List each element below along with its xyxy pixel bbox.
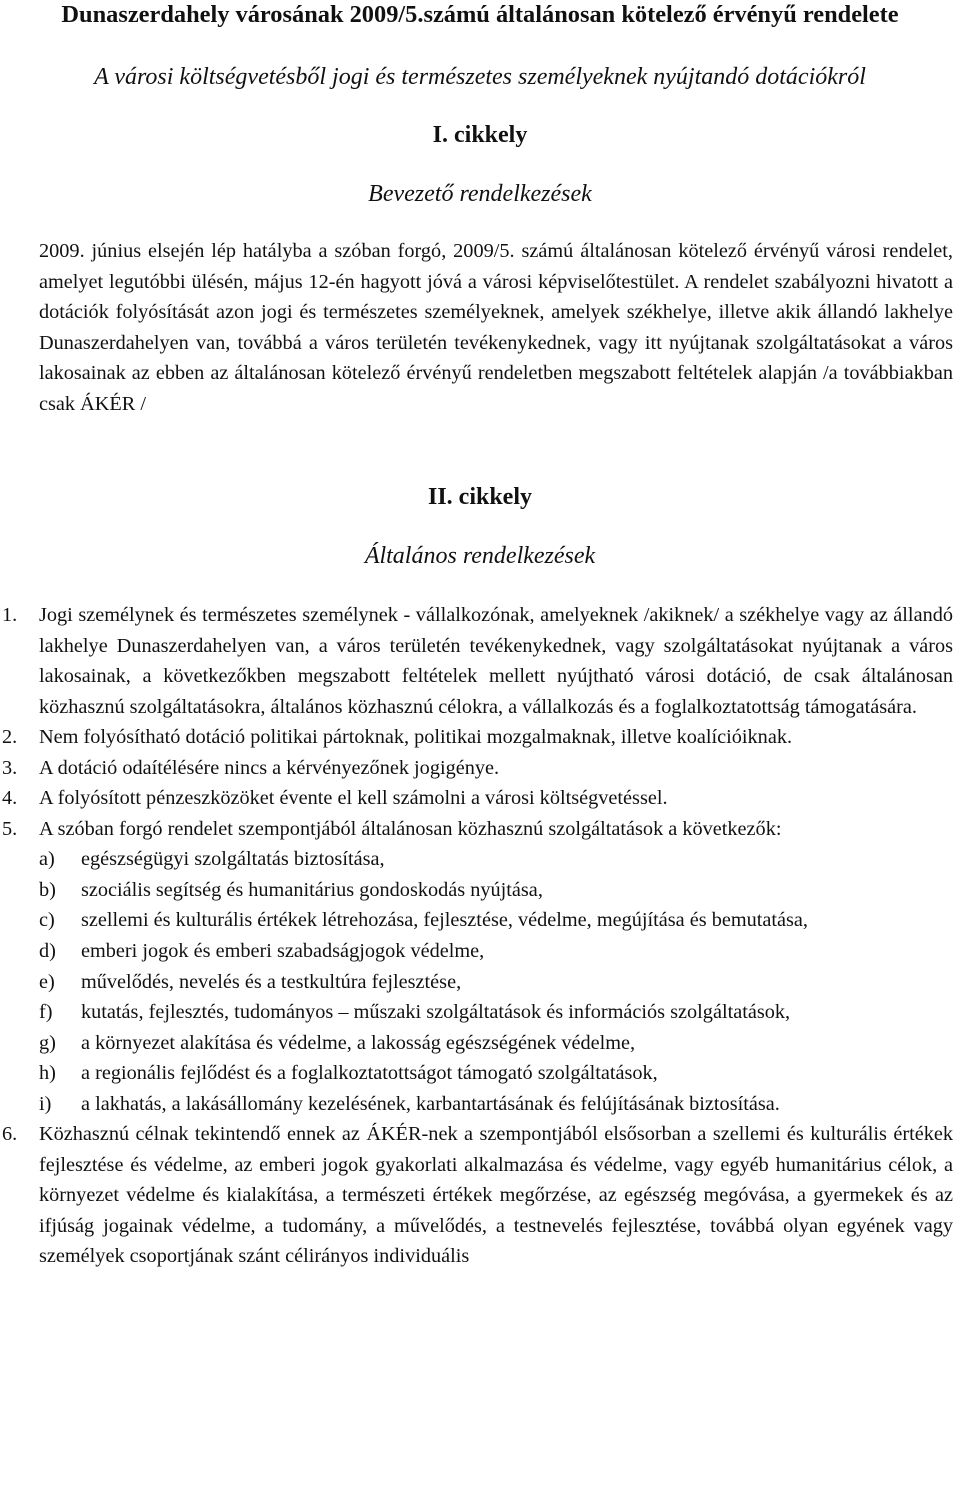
item-text: Jogi személynek és természetes személynek - vállalkozónak, amelyeknek /akiknek/ a székhelye vagy az állandó lakhelye Dunaszerdahelyen van, a város területén tevékenykednek, vagy szolgáltatásokat nyújtanak a város lakosainak, a következőkben megszabott feltételek mellett nyújtható városi dotáció, de csak általánosan közhasznú szolgáltatásokra, általános közhasznú célokra, a vállalkozás és a foglalkoztatottság támogatására. bbox=[39, 604, 953, 718]
item-number: 5. bbox=[2, 817, 18, 840]
sub-item-text: egészségügyi szolgáltatás biztosítása, bbox=[81, 848, 385, 871]
item-text: Nem folyósítható dotáció politikai pártoknak, politikai mozgalmaknak, illetve koalícióiknak. bbox=[39, 726, 793, 749]
list-item bbox=[0, 1119, 960, 1272]
list-item bbox=[0, 722, 960, 753]
sub-item-text: szociális segítség és humanitárius gondoskodás nyújtása, bbox=[81, 878, 543, 901]
sub-item-text: emberi jogok és emberi szabadságjogok védelme, bbox=[81, 940, 485, 963]
list-item bbox=[0, 600, 960, 722]
item-text: A szóban forgó rendelet szempontjából általánosan közhasznú szolgáltatások a következők: bbox=[39, 817, 782, 840]
item-number: 1. bbox=[2, 604, 18, 626]
sub-item-letter: i) bbox=[39, 1092, 52, 1115]
item-number: 6. bbox=[2, 1123, 18, 1146]
sub-item-text: a lakhatás, a lakásállomány kezelésének, karbantartásának és felújításának biztosítása. bbox=[81, 1092, 780, 1115]
sub-list-item bbox=[0, 875, 960, 906]
sub-item-text: szellemi és kulturális értékek létrehozása, fejlesztése, védelme, megújítása és bemutatása, bbox=[81, 909, 809, 932]
sub-item-letter: a) bbox=[39, 848, 55, 871]
item-text: A folyósított pénzeszközöket évente el kell számolni a városi költségvetéssel. bbox=[39, 787, 668, 810]
section-2-heading: II. cikkely bbox=[427, 484, 532, 510]
section-1-heading: I. cikkely bbox=[432, 122, 528, 148]
sub-item-letter: h) bbox=[39, 1062, 56, 1085]
sub-list-item bbox=[0, 936, 960, 967]
sub-list-item bbox=[0, 997, 960, 1028]
item-number: 2. bbox=[2, 726, 18, 749]
document-title: Dunaszerdahely városának 2009/5.számú általánosan kötelező érvényű rendelete bbox=[61, 1, 899, 28]
sub-list-item bbox=[0, 1028, 960, 1059]
sub-item-letter: g) bbox=[39, 1031, 56, 1054]
list-item bbox=[0, 753, 960, 784]
item-number: 4. bbox=[2, 787, 18, 810]
section-1-body: 2009. június elsején lép hatályba a szóban forgó, 2009/5. számú általánosan kötelező érvényű városi rendelet, amelyet legutóbbi ülésén, május 12-én hagyott jóvá a városi képviselőtestület. A rendelet szabályozni hivatott a dotációk folyósítását azon jogi és természetes személyeknek, amelyek székhelye, illetve akik állandó lakhelye Dunaszerdahelyen van, továbbá a város területén tevékenykednek, vagy itt nyújtanak szolgáltatásokat a város lakosainak az ebben az általánosan kötelező érvényű rendeletben megszabott feltételek alapján /a továbbiakban csak ÁKÉR / bbox=[39, 240, 953, 415]
item-text: A dotáció odaítélésére nincs a kérvényezőnek jogigénye. bbox=[39, 756, 500, 779]
provisions-list bbox=[0, 600, 960, 1272]
sub-item-text: a regionális fejlődést és a foglalkoztatottságot támogató szolgáltatások, bbox=[81, 1062, 658, 1085]
list-item bbox=[0, 783, 960, 814]
sub-item-text: kutatás, fejlesztés, tudományos – műszaki szolgáltatások és információs szolgáltatások, bbox=[81, 1001, 791, 1024]
sub-item-letter: d) bbox=[39, 940, 56, 963]
sub-list-item bbox=[0, 1089, 960, 1120]
list-item bbox=[0, 814, 960, 845]
section-2-subheading: Általános rendelkezések bbox=[364, 543, 596, 569]
sub-list-item bbox=[0, 844, 960, 875]
section-1-subheading: Bevezető rendelkezések bbox=[368, 181, 592, 207]
sub-item-text: művelődés, nevelés és a testkultúra fejlesztése, bbox=[81, 970, 462, 993]
sub-item-text: a környezet alakítása és védelme, a lakosság egészségének védelme, bbox=[81, 1031, 636, 1054]
sub-list-item bbox=[0, 1058, 960, 1089]
sub-item-letter: f) bbox=[39, 1001, 53, 1024]
sub-list-item bbox=[0, 967, 960, 998]
sub-list-item bbox=[0, 905, 960, 936]
sub-item-letter: c) bbox=[39, 909, 55, 932]
sub-item-letter: e) bbox=[39, 970, 55, 993]
sub-item-letter: b) bbox=[39, 878, 56, 901]
item-number: 3. bbox=[2, 756, 18, 779]
item-text: Közhasznú célnak tekintendő ennek az ÁKÉR-nek a szempontjából elsősorban a szellemi és kulturális értékek fejlesztése és védelme, az emberi jogok gyakorlati alkalmazása és védelme, vagy egyéb humanitárius célok, a környezet védelme és kialakítása, a természeti értékek megőrzése, az egészség megóvása, a gyermekek és az ifjúság jogainak védelme, a tudomány, a művelődés, a testnevelés fejlesztése, továbbá olyan egyének vagy személyek csoportjának szánt célirányos individuális bbox=[39, 1123, 953, 1268]
document-subtitle: A városi költségvetésből jogi és természetes személyeknek nyújtandó dotációkról bbox=[94, 64, 866, 90]
